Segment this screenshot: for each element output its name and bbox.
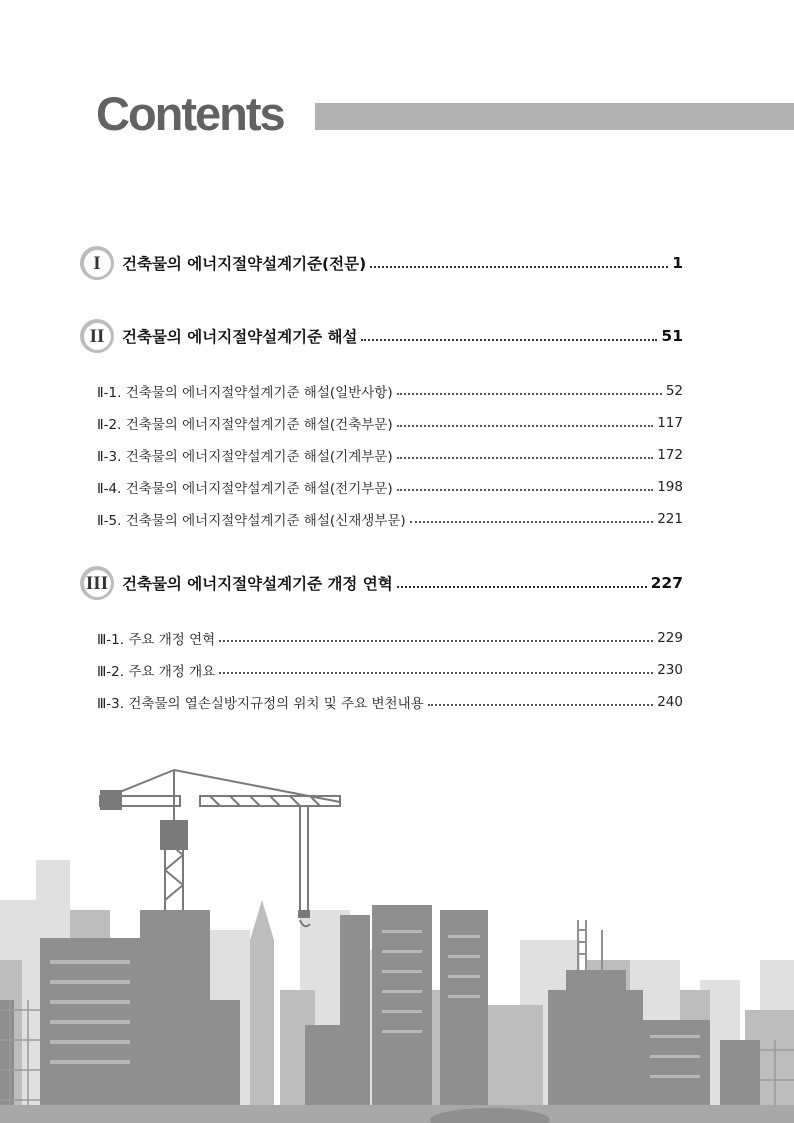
- roman-numeral-badge: [80, 246, 114, 280]
- section-title: 건축물의 에너지절약설계기준(전문): [122, 255, 367, 273]
- dot-leader: [397, 393, 662, 395]
- item-title: Ⅲ-3. 건축물의 열손실방지규정의 위치 및 주요 변천내용: [97, 696, 424, 712]
- item-title: Ⅱ-5. 건축물의 에너지절약설계기준 해설(신재생부문): [97, 513, 406, 529]
- toc-item[interactable]: [97, 692, 683, 712]
- page-number: 221: [657, 511, 683, 527]
- page-title: Contents: [96, 87, 284, 140]
- dot-leader: [397, 586, 647, 588]
- page-number: 240: [657, 694, 683, 710]
- dot-leader: [397, 489, 654, 491]
- dot-leader: [410, 521, 654, 523]
- toc-section-1[interactable]: [80, 245, 683, 281]
- page-number: 52: [665, 383, 683, 399]
- dot-leader: [428, 704, 654, 706]
- dot-leader: [370, 266, 668, 268]
- item-title: Ⅱ-2. 건축물의 에너지절약설계기준 해설(건축부문): [97, 417, 393, 433]
- dot-leader: [397, 457, 654, 459]
- dot-leader: [361, 339, 657, 341]
- page-number: 227: [650, 574, 683, 592]
- toc-item[interactable]: [97, 660, 683, 680]
- page-number: 1: [672, 254, 683, 272]
- item-title: Ⅲ-2. 주요 개정 개요: [97, 664, 216, 680]
- item-title: Ⅲ-1. 주요 개정 연혁: [97, 632, 216, 648]
- roman-numeral: II: [84, 323, 111, 350]
- section-title: 건축물의 에너지절약설계기준 개정 연혁: [122, 575, 393, 593]
- page-number: 117: [657, 415, 683, 431]
- roman-numeral-badge: [80, 566, 114, 600]
- page-number: 172: [657, 447, 683, 463]
- page-number: 51: [661, 327, 683, 345]
- item-title: Ⅱ-1. 건축물의 에너지절약설계기준 해설(일반사항): [97, 385, 393, 401]
- dot-leader: [397, 425, 654, 427]
- toc-section-2[interactable]: [80, 318, 683, 354]
- toc-item[interactable]: [97, 628, 683, 648]
- dot-leader: [219, 640, 653, 642]
- toc-item[interactable]: [97, 445, 683, 465]
- dot-leader: [219, 672, 653, 674]
- page-number: 198: [657, 479, 683, 495]
- toc-item[interactable]: [97, 413, 683, 433]
- toc-item[interactable]: [97, 509, 683, 529]
- roman-numeral-badge: [80, 319, 114, 353]
- city-skyline-illustration: [0, 760, 794, 1123]
- toc-item[interactable]: [97, 381, 683, 401]
- page-number: 230: [657, 662, 683, 678]
- page-number: 229: [657, 630, 683, 646]
- item-title: Ⅱ-4. 건축물의 에너지절약설계기준 해설(전기부문): [97, 481, 393, 497]
- roman-numeral: III: [84, 570, 111, 597]
- roman-numeral: I: [84, 250, 111, 277]
- toc-item[interactable]: [97, 477, 683, 497]
- toc-section-3[interactable]: [80, 565, 683, 601]
- item-title: Ⅱ-3. 건축물의 에너지절약설계기준 해설(기계부문): [97, 449, 393, 465]
- section-title: 건축물의 에너지절약설계기준 해설: [122, 328, 358, 346]
- title-bar: [315, 103, 794, 130]
